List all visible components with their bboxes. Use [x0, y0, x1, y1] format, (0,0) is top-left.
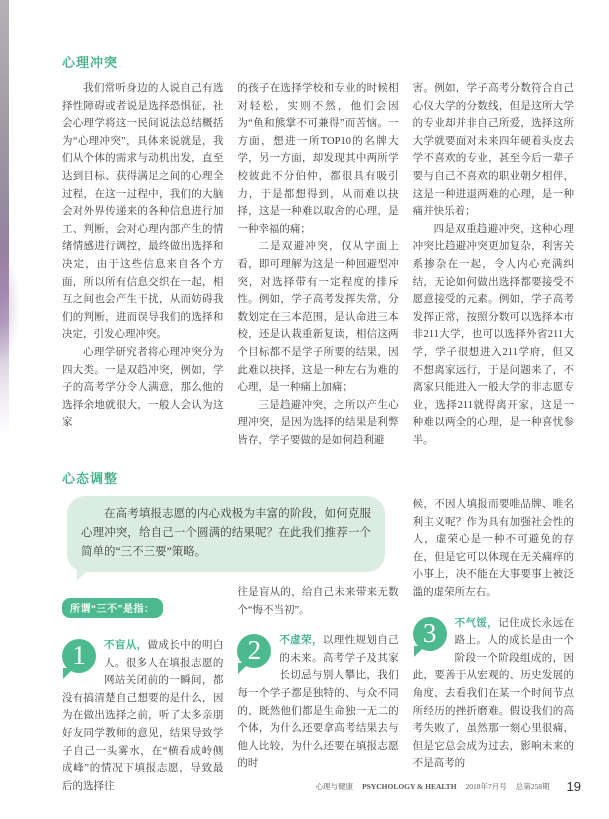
strategy-column-3 — [413, 496, 574, 795]
item-text: 做成长中的明白人。很多人在填报志愿的网站关闭前的一瞬间，都没有搞清楚自己想要的是什么，因为在做出选择之前，听了太多亲朋好友同学教师的意见，结果导致学子自己一头雾水，在“横看成岭侧成峰”的情况下填报志愿，导致最后的选择往 — [62, 640, 224, 792]
section-title-conflict: 心理冲突 — [62, 55, 119, 70]
journal-name-cn: 心理与健康 — [315, 782, 354, 791]
continuation-paragraph: 往是盲从的，给自己未来带来无数个“悔不当初”。 — [237, 587, 399, 616]
three-nos-label: 所谓“三不”是指： — [62, 598, 163, 618]
issue-date: 2018年7月号 — [465, 782, 507, 791]
item-title: 不气馁， — [454, 616, 499, 629]
intro-callout-box — [67, 496, 385, 572]
paragraph: 四是双重趋避冲突，这种心理冲突比趋避冲突更加复杂，利害关系掺杂在一起，令人内心充满纠结，无论如何做出选择都要接受不愿意接受的元素。例如，学子高考发挥正常，按照分数可以选择本市非211大学，也可以选择外省211大学，学子很想进入211学府，但又不想离家远行，于是问题来了，不离家只能进入一般大学的非志愿专业，选择211就得离开家，这是一种难以两全的心理，是一种喜忧参半。 — [412, 223, 574, 446]
strategy-item-1 — [62, 637, 223, 795]
item-text: 以理性规划自己的未来。高考学子及其家长切忌与别人攀比，我们每一个学子都是独特的、与众不同的，既然他们都是生命独一无二的个体，为什么还要拿高考结果去与他人比较，为什么还要在填报志愿的时 — [237, 635, 399, 770]
item-title: 不虚荣， — [279, 634, 323, 647]
issue-volume: 总第258期 — [515, 782, 550, 791]
journal-name-en: PSYCHOLOGY & HEALTH — [362, 782, 457, 791]
intro-text: 在高考填报志愿的内心戏极为丰富的阶段，如何克服心理冲突，给自己一个圆满的结果呢？在此我们推荐一个简单的“三不三要”策略。 — [81, 508, 371, 558]
column-1 — [62, 80, 223, 449]
paragraph: 害。例如，学子高考分数符合自己心仪大学的分数线，但是这所大学的专业却并非自己所爱，选择这所大学就要面对未来四年硬着头皮去学不喜欢的专业，甚至今后一辈子要与自己不喜欢的职业朝夕相伴，这是一种进退两难的心理，是一种痛并快乐着； — [412, 83, 574, 218]
item-number: 1 — [72, 640, 86, 670]
paragraph: 二是双避冲突，仅从字面上看，即可理解为这是一种回避型冲突，对选择带有一定程度的排斥性。例如，学子高考发挥失常，分数划定在三本范围，是认命进三本校，还是认栽重新复读，相信这两个目标都不是学子所要的结果，因此难以抉择，这是一种左右为难的心理，是一种痛上加痛； — [237, 241, 399, 394]
number-bubble-3 — [413, 617, 447, 651]
paragraph — [62, 637, 223, 795]
paragraph — [237, 632, 398, 773]
section-title-mindset: 心态调整 — [62, 471, 119, 486]
item-text: 记住成长永远在路上。人的成长是由一个阶段一个阶段组成的，因此，要善于从宏观的、历史发展的角度，去看我们在某一个时间节点所经历的挫折磨难。假设我们的高考失败了，虽然那一刻心里很痛，但是它总会成为过去，影响未来的不是高考的 — [412, 617, 574, 770]
page-edge-photo-glow — [0, 248, 20, 363]
paragraph: 的孩子在选择学校和专业的时候相对轻松，实则不然，他们会因为“鱼和熊掌不可兼得”而苦恼。一方面，想进一所TOP10的名牌大学，另一方面，却发现其中两所学校彼此不分伯仲，都很具有吸引力，于是都想得到，从而难以抉择，这是一种难以取舍的心理，是一种幸福的痛； — [237, 83, 399, 235]
item-number: 2 — [247, 635, 262, 666]
mindset-body — [62, 496, 574, 795]
page-number: 19 — [566, 779, 581, 794]
page-footer — [316, 779, 581, 794]
column-3 — [413, 80, 574, 449]
paragraph — [413, 615, 574, 773]
continuation-paragraph: 候，不因人填报而要唯品牌、唯名利主义呢？作为具有加强社会性的人，虚荣心是一种不可避免的存在，但是它可以体现在无关痛痒的小事上，决不能在大事要事上被泛滥的虚荣所左右。 — [412, 499, 574, 598]
page-edge-photo-strip — [0, 0, 9, 435]
paragraph: 心理学研究者将心理冲突分为四大类。一是双趋冲突，例如，学子的高考学分令人满意，那么他的选择余地就很大，一般人会认为这家 — [62, 346, 224, 429]
section-mindset-adjustment — [62, 468, 574, 795]
item-number: 3 — [422, 617, 437, 648]
item-title: 不盲从， — [104, 639, 148, 651]
number-bubble-2 — [237, 634, 271, 668]
number-bubble-1 — [62, 639, 96, 673]
paragraph: 三是趋避冲突，之所以产生心理冲突，是因为选择的结果是利弊皆存，学子要做的是如何趋利避 — [237, 399, 399, 446]
column-2 — [237, 80, 398, 449]
strategy-item-2 — [237, 632, 398, 773]
strategy-item-3 — [413, 615, 574, 773]
paragraph: 我们常听身边的人说自己有选择性障碍或者说是选择恐惧征，社会心理学将这一民间说法总结概括为“心理冲突”，具体来说就是，我们从个体的需求与动机出发，直至达到目标、获得满足之间的心理全过程，在这一过程中，我们的大脑会对外界传递来的各种信息进行加工、判断，会对心理内部产生的情绪情感进行调控，最终做出选择和决定，由于这些信息来自各个方面，所以所有信息交织在一起，相互之间也会产生干扰，从而妨碍我们的判断，进而误导我们的选择和决定，引发心理冲突。 — [62, 83, 224, 341]
section-psychological-conflict — [62, 52, 574, 449]
three-column-text — [62, 80, 574, 449]
